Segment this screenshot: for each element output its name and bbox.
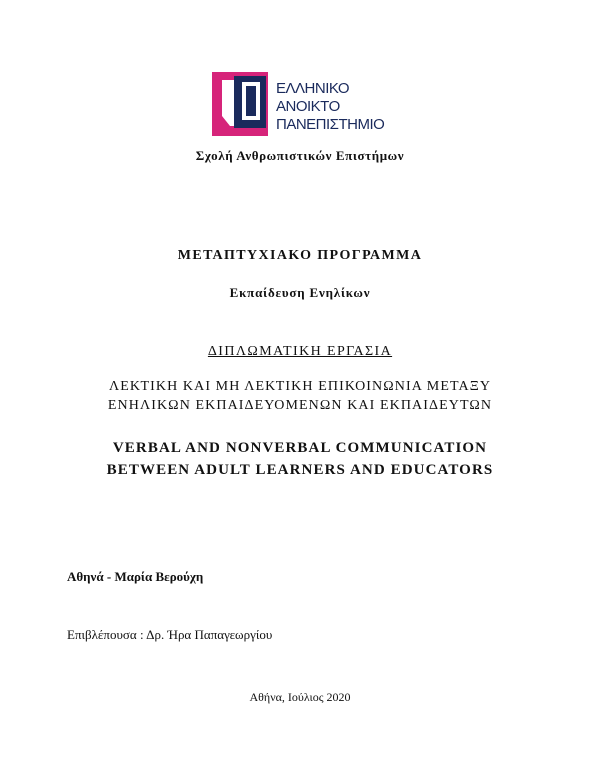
- place-date: Αθήνα, Ιούλιος 2020: [249, 690, 351, 704]
- logo-text-line1: ΕΛΛΗΝΙΚΟ: [276, 80, 350, 97]
- logo-text-line2: ΑΝΟΙΚΤΟ: [276, 98, 340, 115]
- logo-emblem-icon: [210, 68, 272, 140]
- author-name: Αθηνά - Μαρία Βερούχη: [67, 569, 204, 584]
- program-title: ΜΕΤΑΠΤΥΧΙΑΚΟ ΠΡΟΓΡΑΜΜΑ: [177, 248, 423, 263]
- thesis-title-english-line1: VERBAL AND NONVERBAL COMMUNICATION: [112, 440, 488, 456]
- logo-text-line3: ΠΑΝΕΠΙΣΤΗΜΙΟ: [276, 116, 385, 133]
- thesis-title-greek-line1: ΛΕΚΤΙΚΗ ΚΑΙ ΜΗ ΛΕΚΤΙΚΗ ΕΠΙΚΟΙΝΩΝΙΑ ΜΕΤΑΞΥ: [108, 379, 492, 394]
- specialty-title: Εκπαίδευση Ενηλίκων: [229, 285, 371, 300]
- thesis-title-greek-line2: ΕΝΗΛΙΚΩΝ ΕΚΠΑΙΔΕΥΟΜΕΝΩΝ ΚΑΙ ΕΚΠΑΙΔΕΥΤΩΝ: [107, 398, 493, 413]
- university-logo: [210, 68, 400, 140]
- thesis-title-english-line2: BETWEEN ADULT LEARNERS AND EDUCATORS: [106, 462, 494, 478]
- supervisor-line: Επιβλέπουσα : Δρ. Ήρα Παπαγεωργίου: [67, 627, 273, 642]
- school-name: Σχολή Ανθρωπιστικών Επιστήμων: [195, 148, 405, 163]
- document-type: ΔΙΠΛΩΜΑΤΙΚΗ ΕΡΓΑΣΙΑ: [207, 344, 393, 359]
